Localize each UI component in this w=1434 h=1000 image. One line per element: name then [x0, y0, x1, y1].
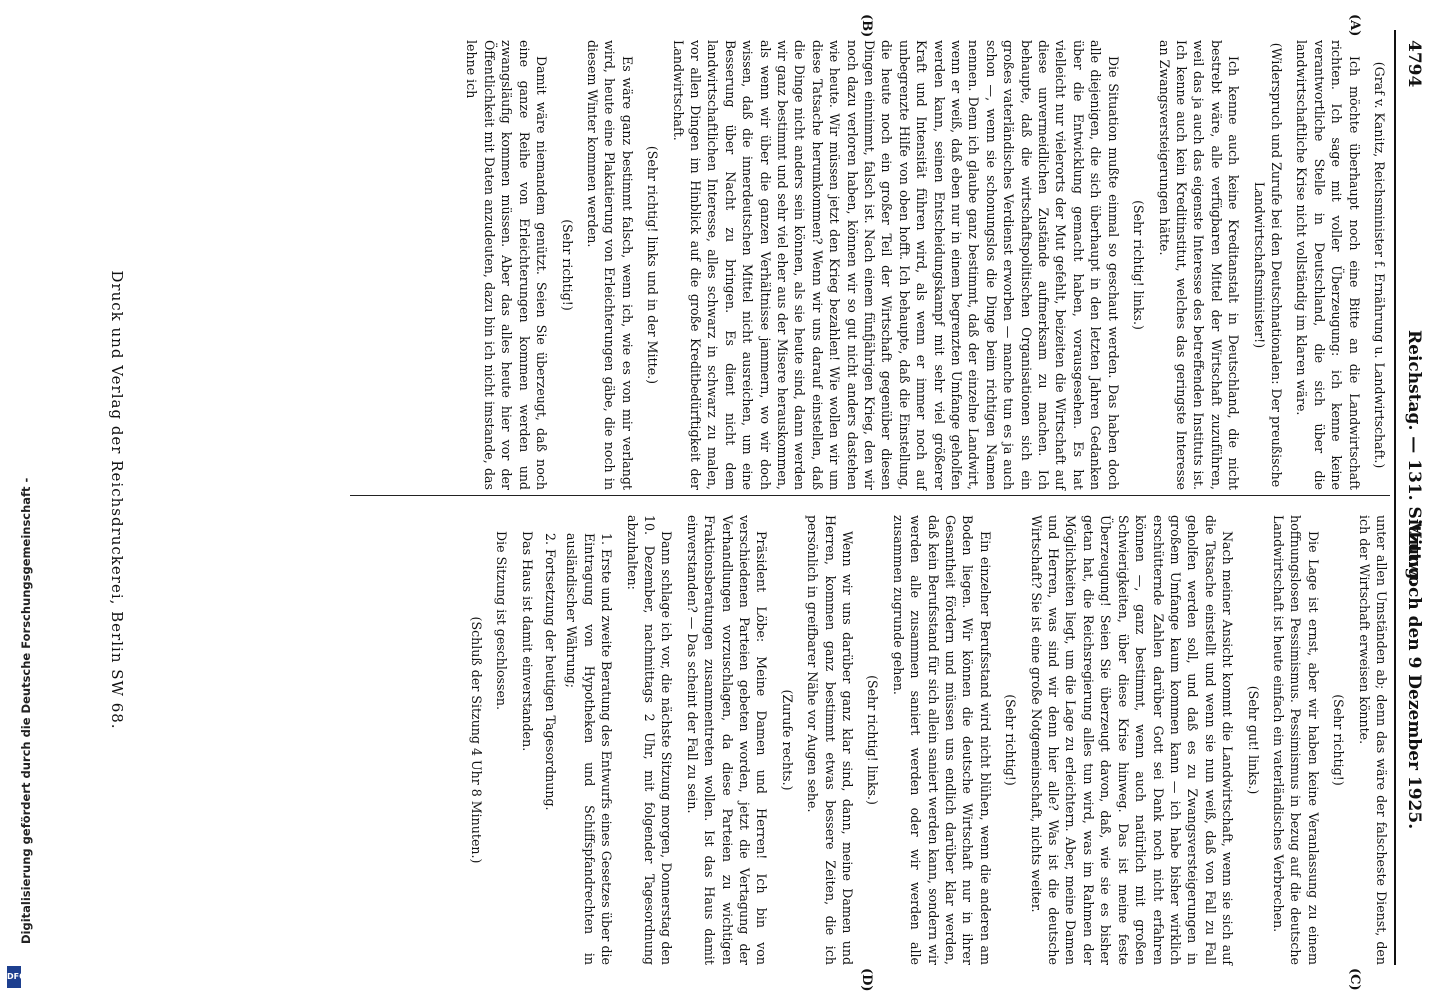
session-close-note: (Schluß der Sitzung 4 Uhr 8 Minuten.) [468, 616, 484, 864]
paragraph: Die Sitzung ist geschlossen. [494, 531, 510, 711]
header-rule [1394, 30, 1396, 965]
speaker-note: (Graf v. Kanitz, Reichsminister f. Ernährung u. Landwirtschaft.) [1372, 61, 1387, 469]
interjection: (Sehr richtig! links und in der Mitte.) [645, 145, 661, 385]
agenda-list [542, 515, 616, 965]
interjection: (Sehr richtig! links.) [865, 675, 881, 805]
right-column [459, 515, 1390, 965]
left-column [455, 40, 1390, 490]
agenda-item: 2. Fortsetzung der heutigen Tagesordnung. [542, 533, 558, 811]
margin-mark-b: (B) [859, 14, 874, 38]
session-title: Reichstag. — 131. Sitzung. [1404, 330, 1424, 586]
page-number: 4794 [1404, 40, 1424, 88]
margin-mark-c: (C) [1347, 968, 1362, 991]
paragraph: Damit wäre niemandem genützt. Seien Sie überzeugt, daß noch eine ganze Reihe von Erleichterungen kommen werden und zwangsläufig kommen müssen. Aber das alles heute hier vor der Öffentlichkeit mit Daten anzudeuten, dazu bin ich nicht imstande, das lehne ich [464, 40, 550, 490]
paragraph: Ich kenne auch keine Kreditanstalt in Deutschland, die nicht bestrebt wäre, alle verfügbaren Mittel der Wirtschaft zuzuführen, weil das ja auch das eigenste Interesse des betreffenden Instituts ist. Ich kenne auch kein Kreditinstitut, welches das geringste Interesse an Zwangsversteigerungen hätte. [1156, 40, 1242, 490]
session-date: Mittwoch den 9 Dezember 1925. [1404, 520, 1424, 830]
interjection: (Sehr richtig!) [1003, 694, 1019, 786]
column-divider [350, 495, 1390, 496]
interjection: (Sehr gut! links.) [1245, 685, 1261, 795]
paragraph: Es wäre ganz bestimmt falsch, wenn ich, wie es von mir verlangt wird, heute eine Plakatierung von Erleichterungen gäbe, die noch in diesem Winter kommen werden. [584, 40, 635, 490]
margin-mark-a: (A) [1347, 14, 1362, 37]
funding-text: Digitalisierung gefördert durch die Deutsche Forschungsgemeinschaft - [19, 477, 33, 944]
page-header [1396, 0, 1426, 1000]
interjection: (Sehr richtig!) [559, 219, 575, 311]
paragraph: Ich möchte überhaupt noch eine Bitte an die Landwirtschaft richten. Ich sage mit voller Überzeugung: ich kenne keine verantwortliche Stelle in Deutschland, die sich über die landwirtschaftliche Krise nicht vollständig im klaren wäre. [1294, 40, 1362, 490]
margin-mark-d: (D) [859, 968, 874, 992]
dfg-logo: DFG [7, 966, 21, 988]
paragraph: Das Haus ist damit einverstanden. [519, 531, 535, 752]
agenda-item: 1. Erste und zweite Beratung des Entwurfs eines Gesetzes über die Eintragung von Hypotheken und Schiffspfandrechten in ausländischer Währung; [564, 533, 615, 965]
president-statement: Präsident Löbe: Meine Damen und Herren! Ich bin von verschiedenen Parteien gebeten worden, jetzt die Vertagung der Verhandlungen vorzuschlagen, da diese Parteien zu wichtigen Fraktionsberatungen zusammentreten wollen. Ist das Haus damit einverstanden? — Das scheint der Fall zu sein. [684, 515, 770, 965]
printer-imprint: Druck und Verlag der Reichsdruckerei, Berlin SW 68. [108, 270, 126, 730]
paragraph: Die Lage ist ernst, aber wir haben keine Veranlassung zu einem hoffnungslosen Pessimismus. Pessimismus in bezug auf die deutsche Landwirtschaft ist heute einfach ein vaterländisches Verbrechen. [1270, 515, 1321, 965]
paragraph: Nach meiner Ansicht kommt die Landwirtschaft, wenn sie sich auf die Tatsache einstellt und wenn sie nun weiß, daß von Fall zu Fall geholfen werden soll, und daß es zu Zwangsversteigerungen in großem Umfange kaum kommen kann — ich habe bisher wirklich erschütternde Zahlen darüber Gott sei Dank noch nicht erfahren können —, ganz bestimmt, wenn auch natürlich mit großen Schwierigkeiten, über diese Krise hinweg. Das ist meine feste Überzeugung! Seien Sie überzeugt davon, daß, wie sie es bisher getan hat, die Reichsregierung alles tun wird, was im Rahmen der Möglichkeiten liegt, um die Lage zu erleichtern. Aber, meine Damen und Herren, was sind wir denn hier alle? Was ist die deutsche Wirtschaft? Sie ist eine große Notgemeinschaft, nichts weiter. [1028, 515, 1236, 965]
paragraph: unter allen Umständen ab; denn das wäre der falscheste Dienst, den ich der Wirtschaft erweisen könnte. [1356, 515, 1389, 965]
paragraph: Ein einzelner Berufsstand wird nicht blühen, wenn die anderen am Boden liegen. Wir können die deutsche Wirtschaft nur in ihrer Gesamtheit fördern und müssen uns endlich darüber klar werden, daß kein Berufsstand für sich allein saniert werden kann, sondern wir werden alle zusammen saniert werden oder wir werden alle zusammen zugrunde gehen. [890, 515, 993, 965]
interjection: (Sehr richtig!) [1331, 694, 1347, 786]
paragraph: Die Situation mußte einmal so geschaut werden. Das haben doch alle diejenigen, die sich überhaupt in den letzten Jahren Gedanken über die Entwicklung gemacht haben, vorausgesehen. Es hat vielleicht nur vielerorts der Mut gefehlt, beizeiten die Wirtschaft auf diese unvermeidlichen Zustände aufmerksam zu machen. Ich behaupte, daß die wirtschaftspolitischen Organisationen sich ein großes vaterländisches Verdienst erworben — manche tun es ja auch schon —, wenn sie schonungslos die Dinge beim richtigen Namen nennen. Denn ich glaube ganz bestimmt, daß der einzelne Landwirt, wenn er weiß, daß eben nur in einem begrenzten Umfange geholfen werden kann, seinen Entscheidungskampf mit sehr viel größerer Kraft und Intensität führen wird, als wenn er immer noch auf unbegrenzte Hilfe von oben hofft. Ich behaupte, daß die Einstellung, die heute noch ein großer Teil der Wirtschaft gegenüber diesen Dingen einnimmt, falsch ist. Nach einem fünfjährigen Krieg, den wir noch dazu verloren haben, können wir so gut nicht anders dastehen wie heute. Wir müssen jetzt den Krieg bezahlen! Wie wollen wir um diese Tatsache herumkommen? Wenn wir uns darauf einstellen, daß die Dinge nicht anders sein können, als sie heute sind, dann werden wir ganz bestimmt und sehr viel eher aus der Misere herauskommen, als wenn wir über die ganzen Verhältnisse jammern, wo wir doch wissen, daß die innerdeutschen Mittel nicht ausreichen, um eine Besserung über Nacht zu bringen. Es dient nicht dem landwirtschaftlichen Interesse, alles schwarz in schwarz zu malen, vor allen Dingen im Hinblick auf die große Kreditbedürftigkeit der Landwirtschaft. [670, 40, 1121, 490]
side-funding-note [6, 8, 33, 988]
interjection: (Widerspruch und Zurufe bei den Deutschnationalen: Der preußische Landwirtschaftsminister!) [1251, 42, 1284, 488]
interjection: (Zurufe rechts.) [779, 689, 795, 791]
interjection: (Sehr richtig! links.) [1131, 200, 1147, 330]
paragraph: Wenn wir uns darüber ganz klar sind, dann, meine Damen und Herren, kommen ganz bestimmt etwas bessere Zeiten, die ich persönlich in greifbarer Nähe vor Augen sehe. [805, 515, 856, 965]
paragraph: Dann schlage ich vor, die nächste Sitzung morgen, Donnerstag den 10. Dezember, nachmittags 2 Uhr, mit folgender Tagesordnung abzuhalten: [624, 515, 675, 965]
